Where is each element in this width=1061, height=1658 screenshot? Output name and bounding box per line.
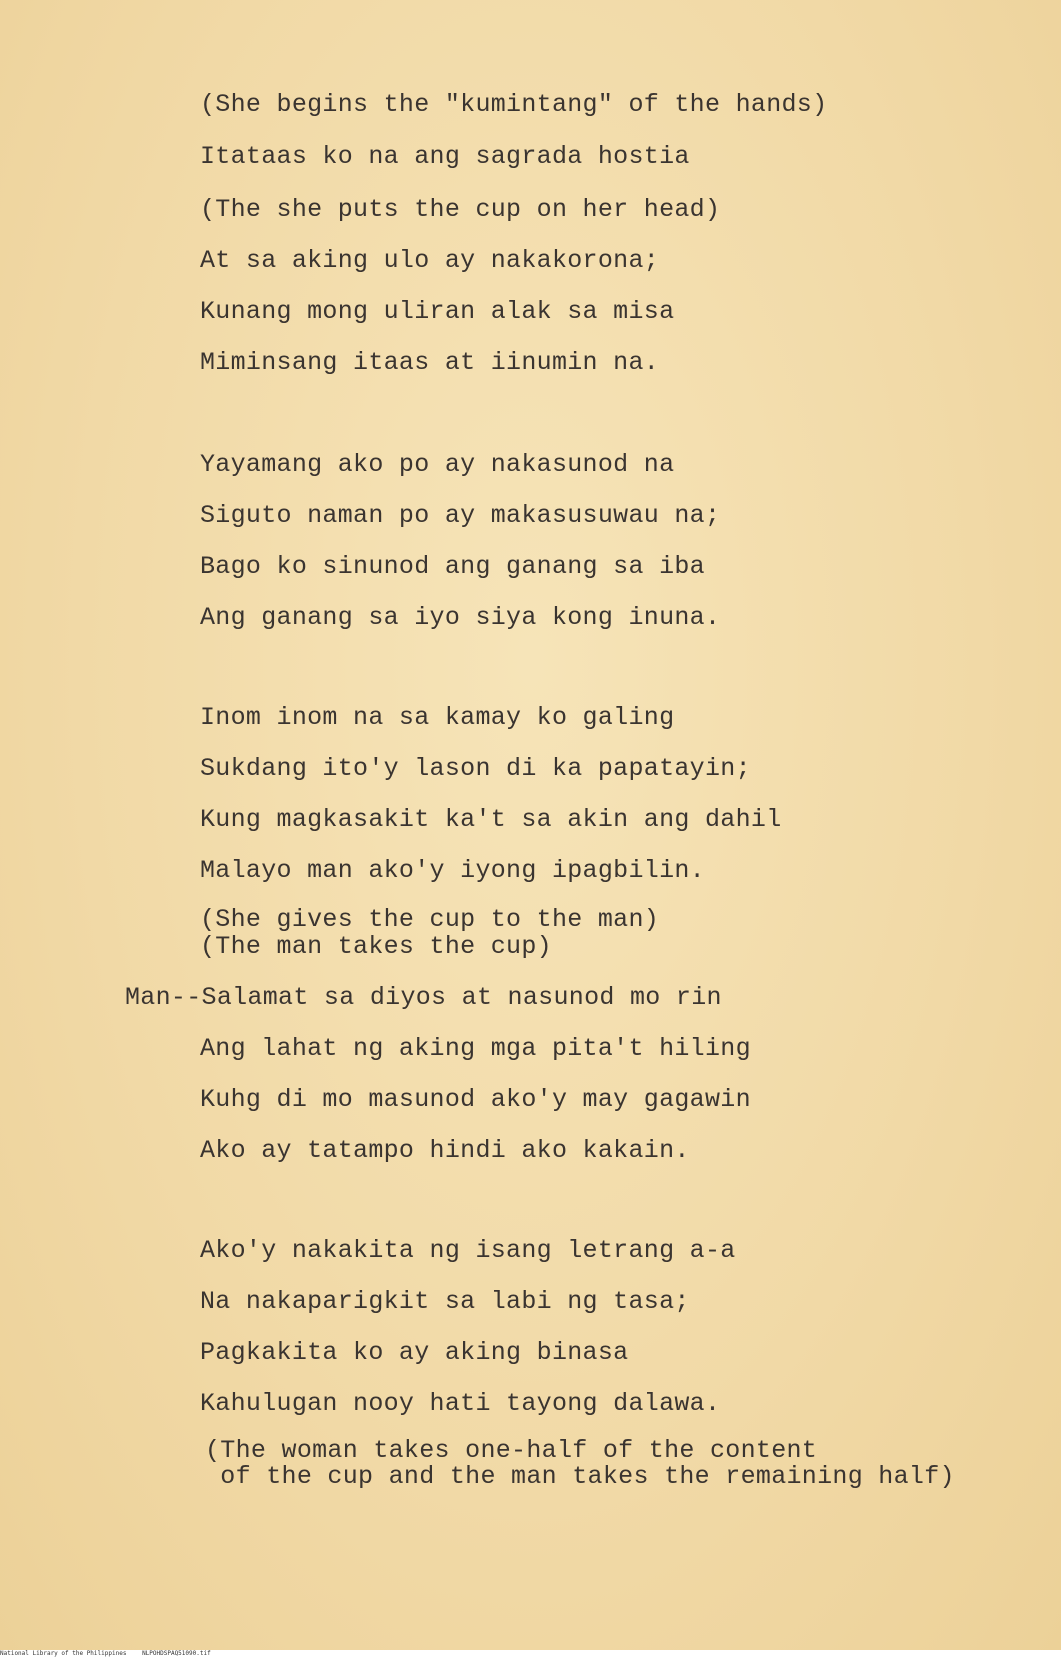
- stage-direction: (She gives the cup to the man): [200, 905, 660, 934]
- verse-line: Miminsang itaas at iinumin na.: [200, 348, 660, 377]
- verse-line: Siguto naman po ay makasusuwau na;: [200, 501, 721, 530]
- scan-footer: [0, 1650, 1061, 1658]
- file-name: NLPOHDSPAQ51090.tif: [142, 1650, 211, 1657]
- verse-line: Pagkakita ko ay aking binasa: [200, 1338, 629, 1367]
- stage-direction: (The woman takes one-half of the content: [205, 1436, 818, 1465]
- stage-direction: of the cup and the man takes the remaining half): [205, 1462, 955, 1491]
- speaker-verse-line: Man--Salamat sa diyos at nasunod mo rin: [125, 983, 722, 1012]
- verse-line: Ako ay tatampo hindi ako kakain.: [200, 1136, 690, 1165]
- verse-line: Kunang mong uliran alak sa misa: [200, 297, 675, 326]
- verse-line: Kung magkasakit ka't sa akin ang dahil: [200, 805, 782, 834]
- verse-line: Kahulugan nooy hati tayong dalawa.: [200, 1389, 721, 1418]
- verse-line: Ang ganang sa iyo siya kong inuna.: [200, 603, 721, 632]
- stage-direction: (The man takes the cup): [200, 932, 552, 961]
- verse-line: Sukdang ito'y lason di ka papatayin;: [200, 754, 751, 783]
- verse-line: Inom inom na sa kamay ko galing: [200, 703, 675, 732]
- stage-direction: (She begins the "kumintang" of the hands): [200, 90, 828, 119]
- verse-line: Bago ko sinunod ang ganang sa iba: [200, 552, 705, 581]
- verse-line: Malayo man ako'y iyong ipagbilin.: [200, 856, 705, 885]
- verse-line: Na nakaparigkit sa labi ng tasa;: [200, 1287, 690, 1316]
- verse-line: Itataas ko na ang sagrada hostia: [200, 142, 690, 171]
- verse-line: Kuhg di mo masunod ako'y may gagawin: [200, 1085, 751, 1114]
- verse-line: At sa aking ulo ay nakakorona;: [200, 246, 660, 275]
- verse-line: Ang lahat ng aking mga pita't hiling: [200, 1034, 751, 1063]
- library-credit: National Library of the Philippines: [0, 1650, 127, 1657]
- verse-line: Ako'y nakakita ng isang letrang a-a: [200, 1236, 736, 1265]
- verse-line: Yayamang ako po ay nakasunod na: [200, 450, 675, 479]
- stage-direction: (The she puts the cup on her head): [200, 195, 721, 224]
